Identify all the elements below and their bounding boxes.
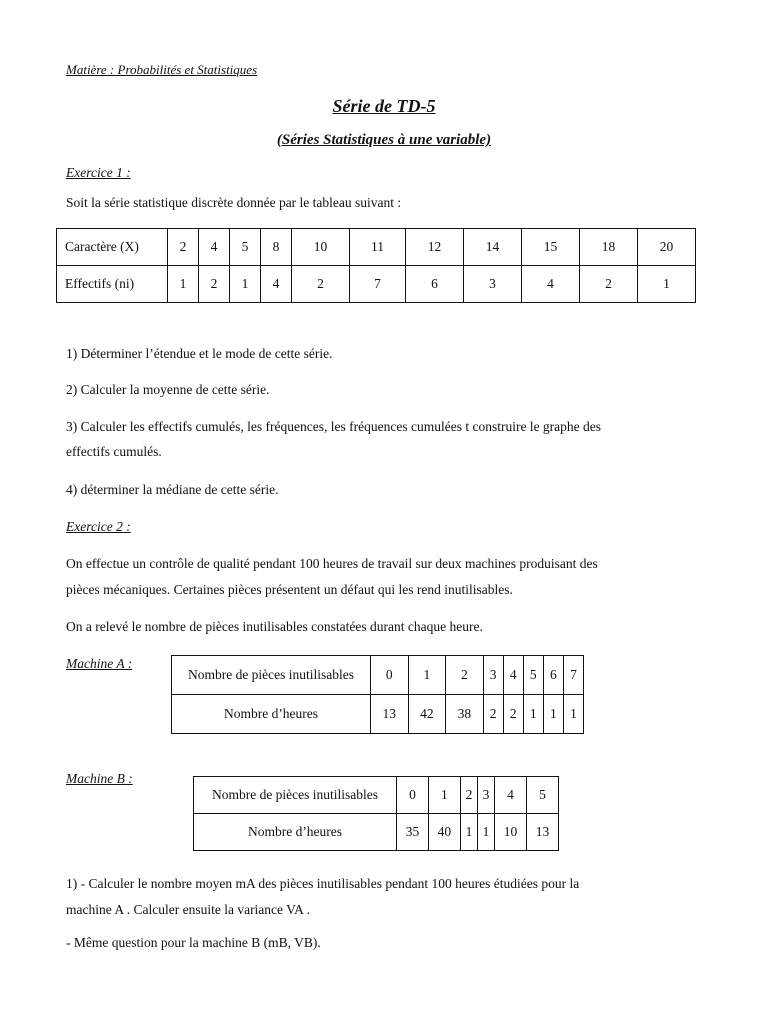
table-row-label: Caractère (X) [57,229,168,266]
table-cell: 4 [495,777,527,814]
table-cell: 1 [460,814,477,851]
table-cell: 1 [408,656,446,695]
table-cell: 2 [503,695,523,734]
table-cell: 6 [543,656,563,695]
table-cell: 4 [522,266,580,303]
table-row-label: Nombre d’heures [172,695,371,734]
table-cell: 2 [580,266,638,303]
table-cell: 4 [261,266,292,303]
exercise-2-question-1-line-1: 1) - Calculer le nombre moyen mA des pièces inutilisables pendant 100 heures étudiées pour la [66,876,580,891]
table-cell: 1 [563,695,583,734]
table-cell: 20 [638,229,696,266]
table-cell: 7 [350,266,406,303]
table-row-character [57,229,696,266]
exercise-2-paragraph-2: On a relevé le nombre de pièces inutilisables constatées durant chaque heure. [66,619,483,634]
table-cell: 5 [230,229,261,266]
table-cell: 0 [397,777,429,814]
exercise-1-heading: Exercice 1 : [66,165,131,180]
table-cell: 3 [477,777,494,814]
exercise-1-question-4: 4) déterminer la médiane de cette série. [66,482,279,497]
exercise-1-question-2: 2) Calculer la moyenne de cette série. [66,382,270,397]
table-cell: 13 [371,695,409,734]
table-row-label: Nombre d’heures [194,814,397,851]
table-cell: 2 [292,266,350,303]
table-row-frequency [57,266,696,303]
table-cell: 18 [580,229,638,266]
table-cell: 4 [199,229,230,266]
table-row-label: Nombre de pièces inutilisables [172,656,371,695]
machine-b-table [193,776,559,851]
table-cell: 1 [230,266,261,303]
exercise-1-question-3-line-2: effectifs cumulés. [66,444,162,459]
table-row-pieces [172,656,584,695]
table-cell: 15 [522,229,580,266]
table-cell: 40 [428,814,460,851]
table-cell: 8 [261,229,292,266]
machine-a-label: Machine A : [66,656,133,671]
table-cell: 2 [168,229,199,266]
table-row-label: Nombre de pièces inutilisables [194,777,397,814]
table-cell: 1 [638,266,696,303]
table-cell: 1 [477,814,494,851]
table-cell: 13 [527,814,559,851]
table-cell: 7 [563,656,583,695]
page-title: Série de TD-5 [332,96,436,116]
table-cell: 2 [483,695,503,734]
table-cell: 2 [460,777,477,814]
machine-a-table [171,655,584,734]
exercise-2-heading: Exercice 2 : [66,519,131,534]
table-cell: 0 [371,656,409,695]
subject-line: Matière : Probabilités et Statistiques [66,62,258,77]
exercise-1-question-1: 1) Déterminer l’étendue et le mode de cette série. [66,346,333,361]
table-cell: 12 [406,229,464,266]
table-cell: 3 [483,656,503,695]
exercise-2-question-1-line-2: machine A . Calculer ensuite la variance VA . [66,902,310,917]
table-cell: 1 [523,695,543,734]
exercise-2-paragraph-1-line-1: On effectue un contrôle de qualité pendant 100 heures de travail sur deux machines produisant des [66,556,598,571]
machine-b-label: Machine B : [66,771,133,786]
table-cell: 5 [523,656,543,695]
table-cell: 3 [464,266,522,303]
table-cell: 14 [464,229,522,266]
table-cell: 5 [527,777,559,814]
table-cell: 2 [199,266,230,303]
exercise-1-question-3-line-1: 3) Calculer les effectifs cumulés, les fréquences, les fréquences cumulées t construire le graphe des [66,419,602,434]
exercise-2-paragraph-1-line-2: pièces mécaniques. Certaines pièces présentent un défaut qui les rend inutilisables. [66,582,513,597]
table-cell: 6 [406,266,464,303]
table-row-label: Effectifs (ni) [57,266,168,303]
table-cell: 2 [446,656,484,695]
table-cell: 4 [503,656,523,695]
table-cell: 1 [168,266,199,303]
table-row-hours [172,695,584,734]
table-cell: 10 [495,814,527,851]
table-cell: 38 [446,695,484,734]
table-cell: 35 [397,814,429,851]
table-row-hours [194,814,559,851]
table-cell: 42 [408,695,446,734]
table-cell: 1 [428,777,460,814]
table-cell: 10 [292,229,350,266]
exercise-1-intro: Soit la série statistique discrète donnée par le tableau suivant : [66,195,402,210]
table-row-pieces [194,777,559,814]
exercise-1-table [56,228,696,303]
table-cell: 1 [543,695,563,734]
table-cell: 11 [350,229,406,266]
page-subtitle: (Séries Statistiques à une variable) [276,132,492,148]
exercise-2-question-2: - Même question pour la machine B (mB, VB). [66,935,321,950]
